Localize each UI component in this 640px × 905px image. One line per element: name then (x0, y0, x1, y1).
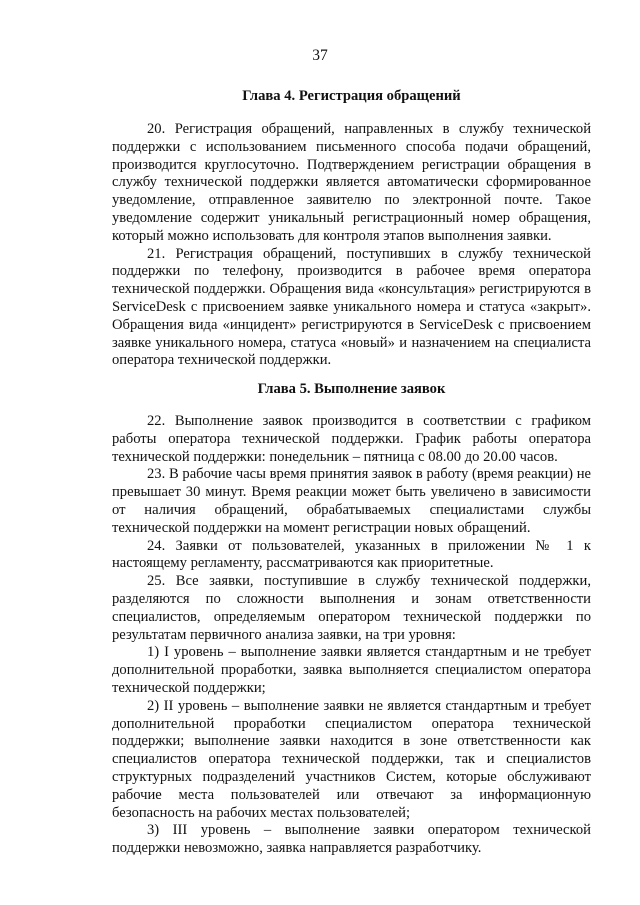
list-item-level-3: 3) III уровень – выполнение заявки оператором технической поддержки невозможно, заявка направляется разработчику. (112, 822, 591, 857)
chapter-5-title: Глава 5. Выполнение заявок (257, 381, 446, 397)
paragraph-21: 21. Регистрация обращений, поступивших в службу технической поддержки по телефону, производится в рабочее время оператора технической поддержки. Обращения вида «консультация» регистрируются в ServiceDesk с присвоением заявке уникального номера и статуса «закрыт». Обращения вида «инцидент» регистрируются в ServiceDesk с присвоением заявке уникального номера, статуса «новый» и назначением на специалиста оператора технической поддержки. (112, 245, 591, 369)
list-item-level-1: 1) I уровень – выполнение заявки является стандартным и не требует дополнительной проработки, заявка выполняется специалистом оператора технической поддержки; (112, 644, 591, 696)
paragraph-24: 24. Заявки от пользователей, указанных в приложении № 1 к настоящему регламенту, рассматриваются как приоритетные. (112, 537, 591, 572)
chapter-4-body (112, 121, 591, 370)
paragraph-25: 25. Все заявки, поступившие в службу технической поддержки, разделяются по сложности выполнения и зонам ответственности специалистов, определяемым оператором технической поддержки по результатам первичного анализа заявки, на три уровня: (112, 573, 591, 643)
chapter-5-body (112, 413, 591, 858)
paragraph-23: 23. В рабочие часы время принятия заявок в работу (время реакции) не превышает 30 минут. Время реакции может быть увеличено в зависимости от наличия обращений, обрабатываемых специалистами службы технической поддержки на момент регистрации новых обращений. (112, 466, 591, 536)
page-number: 37 (312, 47, 328, 64)
paragraph-22: 22. Выполнение заявок производится в соответствии с графиком работы оператора технической поддержки. График работы оператора технической поддержки: понедельник – пятница с 08.00 до 20.00 часов. (112, 413, 591, 465)
list-item-level-2: 2) II уровень – выполнение заявки не является стандартным и требует дополнительной проработки специалистом оператора технической поддержки; выполнение заявки находится в зоне ответственности как специалистов оператора технической поддержки, так и специалистов структурных подразделений участников Систем, которые обслуживают рабочие места пользователей или отвечают за информационную безопасность на рабочих местах пользователей; (112, 697, 591, 821)
chapter-4-title: Глава 4. Регистрация обращений (242, 88, 461, 104)
paragraph-20: 20. Регистрация обращений, направленных в службу технической поддержки с использованием письменного способа подачи обращений, производится круглосуточно. Подтверждением регистрации обращения в службу технической поддержки является автоматически сформированное уведомление, отправленное заявителю по электронной почте. Такое уведомление содержит уникальный регистрационный номер обращения, который можно использовать для контроля этапов выполнения заявки. (112, 121, 591, 244)
